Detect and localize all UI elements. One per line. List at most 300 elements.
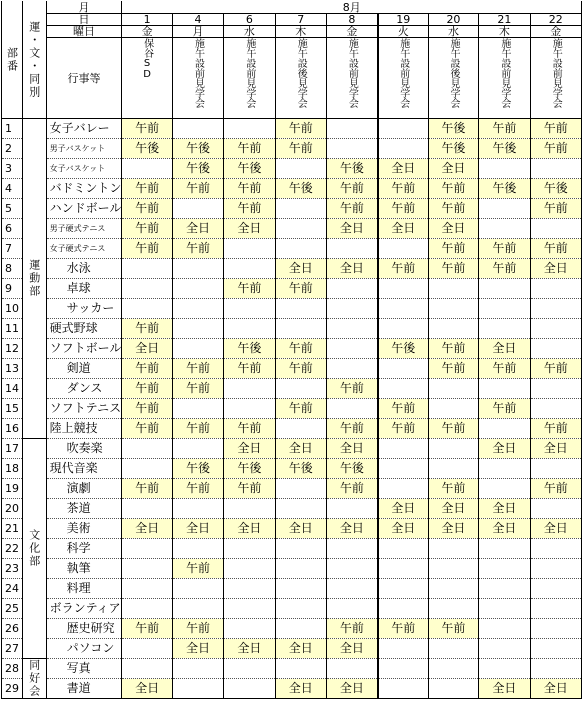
day-header: 6	[224, 14, 275, 26]
table-row	[2, 299, 582, 319]
table-row	[2, 179, 582, 199]
schedule-cell	[224, 659, 275, 679]
event-header: 施午設前見学会	[224, 38, 275, 119]
schedule-cell	[122, 579, 172, 599]
schedule-cell: 全日	[428, 219, 478, 239]
dept-number: 20	[2, 499, 23, 519]
table-row	[2, 199, 582, 219]
schedule-cell: 全日	[479, 499, 530, 519]
schedule-cell	[326, 559, 377, 579]
schedule-cell	[172, 319, 223, 339]
schedule-cell: 午後	[428, 139, 478, 159]
schedule-cell: 午前	[530, 359, 581, 379]
schedule-cell	[378, 559, 428, 579]
day-header: 7	[275, 14, 326, 26]
schedule-cell	[378, 599, 428, 619]
dept-number: 8	[2, 259, 23, 279]
schedule-cell: 午後	[479, 139, 530, 159]
schedule-cell: 午前	[224, 479, 275, 499]
schedule-cell	[378, 659, 428, 679]
schedule-cell	[479, 559, 530, 579]
schedule-cell: 午前	[378, 199, 428, 219]
schedule-cell	[378, 319, 428, 339]
schedule-cell	[479, 479, 530, 499]
table-row	[2, 259, 582, 279]
schedule-table	[1, 1, 582, 699]
dept-number: 1	[2, 119, 23, 139]
club-name: 女子硬式テニス	[46, 239, 122, 259]
dept-number: 16	[2, 419, 23, 439]
schedule-cell	[224, 679, 275, 699]
schedule-cell: 午前	[530, 239, 581, 259]
schedule-cell	[172, 279, 223, 299]
schedule-cell	[378, 479, 428, 499]
schedule-cell	[378, 679, 428, 699]
event-header: 施午設前見学会	[479, 38, 530, 119]
schedule-cell: 全日	[326, 439, 377, 459]
club-name: 料理	[46, 579, 122, 599]
dept-number: 23	[2, 559, 23, 579]
schedule-cell	[172, 579, 223, 599]
schedule-cell	[479, 279, 530, 299]
club-name: バドミントン	[46, 179, 122, 199]
schedule-cell: 午前	[172, 559, 223, 579]
schedule-cell: 午前	[122, 319, 172, 339]
table-row	[2, 159, 582, 179]
event-header: 施午設前見学会	[172, 38, 223, 119]
schedule-cell	[224, 319, 275, 339]
schedule-cell	[275, 219, 326, 239]
schedule-cell	[428, 379, 478, 399]
schedule-cell	[326, 499, 377, 519]
schedule-cell: 全日	[326, 259, 377, 279]
table-row	[2, 459, 582, 479]
schedule-cell	[479, 619, 530, 639]
schedule-cell: 全日	[530, 679, 581, 699]
schedule-cell: 午前	[275, 359, 326, 379]
dept-number: 11	[2, 319, 23, 339]
schedule-cell	[326, 659, 377, 679]
schedule-cell: 午前	[172, 239, 223, 259]
schedule-cell	[326, 599, 377, 619]
schedule-cell	[530, 219, 581, 239]
schedule-cell: 午前	[172, 379, 223, 399]
schedule-cell	[326, 339, 377, 359]
club-name: 陸上競技	[46, 419, 122, 439]
schedule-cell	[378, 639, 428, 659]
dept-number: 22	[2, 539, 23, 559]
schedule-cell	[378, 359, 428, 379]
dept-number: 3	[2, 159, 23, 179]
schedule-cell	[275, 319, 326, 339]
schedule-cell	[428, 599, 478, 619]
schedule-cell: 午前	[428, 179, 478, 199]
schedule-cell: 午前	[122, 239, 172, 259]
club-name: 現代音楽	[46, 459, 122, 479]
schedule-cell: 午後	[172, 459, 223, 479]
group-label: 同好会	[22, 659, 46, 699]
table-row	[2, 339, 582, 359]
schedule-cell: 全日	[172, 519, 223, 539]
schedule-cell	[479, 599, 530, 619]
schedule-cell	[275, 499, 326, 519]
day-header: 22	[530, 14, 581, 26]
schedule-cell	[378, 279, 428, 299]
schedule-cell: 全日	[224, 439, 275, 459]
dept-number: 27	[2, 639, 23, 659]
schedule-cell	[479, 219, 530, 239]
schedule-cell: 午前	[122, 619, 172, 639]
schedule-cell: 午後	[122, 139, 172, 159]
schedule-cell: 午前	[326, 619, 377, 639]
schedule-cell	[224, 299, 275, 319]
dept-number: 26	[2, 619, 23, 639]
schedule-cell	[224, 619, 275, 639]
schedule-cell	[275, 659, 326, 679]
schedule-cell	[326, 399, 377, 419]
schedule-cell: 午後	[275, 179, 326, 199]
schedule-cell	[122, 279, 172, 299]
club-name: ハンドボール	[46, 199, 122, 219]
schedule-cell: 全日	[275, 439, 326, 459]
schedule-cell	[479, 159, 530, 179]
schedule-cell: 午前	[530, 479, 581, 499]
day-header: 21	[479, 14, 530, 26]
club-name: 女子バレー	[46, 119, 122, 139]
weekday-header: 月	[172, 26, 223, 38]
day-header: 20	[428, 14, 478, 26]
schedule-cell: 全日	[224, 519, 275, 539]
schedule-cell: 午前	[172, 179, 223, 199]
schedule-cell	[275, 379, 326, 399]
schedule-cell: 午前	[122, 219, 172, 239]
schedule-cell: 午前	[172, 359, 223, 379]
schedule-cell: 午前	[428, 619, 478, 639]
schedule-cell: 午前	[428, 199, 478, 219]
schedule-cell: 午前	[428, 239, 478, 259]
schedule-cell	[326, 119, 377, 139]
schedule-cell: 午前	[326, 199, 377, 219]
schedule-cell: 午前	[275, 339, 326, 359]
schedule-cell: 全日	[172, 219, 223, 239]
schedule-cell: 午前	[326, 179, 377, 199]
weekday-header: 木	[275, 26, 326, 38]
schedule-cell: 全日	[275, 519, 326, 539]
schedule-cell	[326, 359, 377, 379]
event-label: 行事等	[46, 38, 122, 119]
schedule-cell	[122, 159, 172, 179]
schedule-cell: 午前	[172, 479, 223, 499]
schedule-cell	[428, 299, 478, 319]
schedule-cell	[224, 559, 275, 579]
dept-number: 28	[2, 659, 23, 679]
schedule-cell	[530, 379, 581, 399]
schedule-cell: 午前	[479, 359, 530, 379]
table-row	[2, 559, 582, 579]
schedule-cell: 午前	[224, 139, 275, 159]
day-header: 1	[122, 14, 172, 26]
schedule-cell	[479, 419, 530, 439]
schedule-cell	[479, 299, 530, 319]
schedule-cell: 午前	[428, 359, 478, 379]
schedule-cell: 全日	[224, 639, 275, 659]
table-row	[2, 139, 582, 159]
schedule-cell: 午後	[224, 459, 275, 479]
schedule-cell: 全日	[326, 219, 377, 239]
schedule-cell: 午後	[326, 459, 377, 479]
schedule-cell: 午前	[428, 479, 478, 499]
schedule-cell: 午前	[275, 279, 326, 299]
table-row	[2, 399, 582, 419]
schedule-cell	[326, 299, 377, 319]
schedule-cell: 全日	[530, 439, 581, 459]
dept-number: 2	[2, 139, 23, 159]
table-row	[2, 319, 582, 339]
schedule-cell	[530, 619, 581, 639]
schedule-cell	[378, 579, 428, 599]
schedule-cell	[530, 299, 581, 319]
schedule-cell	[530, 659, 581, 679]
schedule-cell	[530, 599, 581, 619]
schedule-cell: 午前	[122, 199, 172, 219]
schedule-cell: 午前	[479, 399, 530, 419]
table-row	[2, 419, 582, 439]
table-row	[2, 439, 582, 459]
dept-number: 6	[2, 219, 23, 239]
schedule-cell	[326, 279, 377, 299]
schedule-cell: 午前	[530, 139, 581, 159]
schedule-cell	[172, 339, 223, 359]
schedule-cell	[428, 659, 478, 679]
schedule-cell	[172, 439, 223, 459]
club-name: 女子バスケット	[46, 159, 122, 179]
schedule-cell: 午前	[122, 119, 172, 139]
club-name: 水泳	[46, 259, 122, 279]
schedule-cell	[172, 499, 223, 519]
schedule-cell	[479, 659, 530, 679]
schedule-cell: 全日	[479, 439, 530, 459]
table-row	[2, 379, 582, 399]
schedule-cell	[428, 639, 478, 659]
schedule-cell: 全日	[326, 519, 377, 539]
schedule-cell	[172, 399, 223, 419]
club-name: 美術	[46, 519, 122, 539]
dept-number: 14	[2, 379, 23, 399]
month-value: 8月	[122, 1, 582, 14]
schedule-cell	[378, 139, 428, 159]
schedule-cell	[479, 639, 530, 659]
schedule-cell	[428, 579, 478, 599]
schedule-cell	[122, 439, 172, 459]
weekday-header: 水	[224, 26, 275, 38]
schedule-cell	[530, 339, 581, 359]
schedule-cell	[275, 479, 326, 499]
schedule-cell	[275, 419, 326, 439]
schedule-cell: 午前	[172, 419, 223, 439]
schedule-cell	[275, 299, 326, 319]
schedule-cell: 午後	[530, 179, 581, 199]
table-row	[2, 279, 582, 299]
dept-number: 21	[2, 519, 23, 539]
weekday-header: 水	[428, 26, 478, 38]
table-row	[2, 639, 582, 659]
schedule-cell	[172, 199, 223, 219]
schedule-cell: 全日	[530, 259, 581, 279]
schedule-cell	[122, 299, 172, 319]
schedule-cell	[275, 559, 326, 579]
weekday-header: 木	[479, 26, 530, 38]
table-row	[2, 479, 582, 499]
schedule-cell	[326, 239, 377, 259]
dept-number: 7	[2, 239, 23, 259]
schedule-cell	[172, 659, 223, 679]
schedule-cell: 午後	[326, 159, 377, 179]
schedule-cell: 午前	[122, 179, 172, 199]
schedule-cell: 午前	[326, 479, 377, 499]
schedule-cell: 全日	[428, 519, 478, 539]
schedule-cell	[428, 459, 478, 479]
schedule-cell: 全日	[275, 639, 326, 659]
schedule-cell: 午前	[378, 399, 428, 419]
schedule-cell	[378, 539, 428, 559]
schedule-cell	[275, 619, 326, 639]
schedule-cell: 午前	[479, 239, 530, 259]
dept-number: 25	[2, 599, 23, 619]
schedule-cell: 午前	[428, 259, 478, 279]
schedule-cell: 全日	[479, 339, 530, 359]
club-name: ソフトテニス	[46, 399, 122, 419]
schedule-cell	[122, 639, 172, 659]
day-header: 8	[326, 14, 377, 26]
dept-number: 29	[2, 679, 23, 699]
schedule-cell	[530, 399, 581, 419]
schedule-cell: 午前	[224, 199, 275, 219]
schedule-cell	[275, 199, 326, 219]
weekday-label: 曜日	[46, 26, 122, 38]
club-name: 演劇	[46, 479, 122, 499]
dept-number: 5	[2, 199, 23, 219]
schedule-cell	[479, 319, 530, 339]
schedule-cell: 午後	[479, 179, 530, 199]
club-name: 剣道	[46, 359, 122, 379]
schedule-cell	[172, 679, 223, 699]
club-name: 書道	[46, 679, 122, 699]
schedule-cell	[275, 239, 326, 259]
schedule-cell: 全日	[378, 499, 428, 519]
schedule-cell: 全日	[378, 159, 428, 179]
schedule-cell: 全日	[326, 639, 377, 659]
schedule-cell: 全日	[172, 639, 223, 659]
dept-number: 10	[2, 299, 23, 319]
schedule-cell	[275, 579, 326, 599]
group-label: 文化部	[22, 439, 46, 659]
event-header: 施午設前見学会	[326, 38, 377, 119]
schedule-cell: 全日	[428, 159, 478, 179]
schedule-cell	[530, 159, 581, 179]
schedule-cell	[224, 259, 275, 279]
schedule-cell: 午前	[428, 419, 478, 439]
schedule-cell	[224, 239, 275, 259]
schedule-cell: 午後	[275, 459, 326, 479]
dept-number-header: 部番	[2, 1, 23, 119]
month-label: 月	[46, 1, 122, 14]
schedule-cell: 午前	[275, 139, 326, 159]
schedule-cell	[224, 379, 275, 399]
schedule-cell	[428, 559, 478, 579]
schedule-cell: 午後	[224, 159, 275, 179]
schedule-cell	[275, 159, 326, 179]
schedule-cell: 全日	[224, 219, 275, 239]
schedule-cell: 午前	[122, 359, 172, 379]
schedule-cell	[122, 459, 172, 479]
club-name: 茶道	[46, 499, 122, 519]
schedule-cell	[378, 459, 428, 479]
schedule-cell: 午後	[224, 339, 275, 359]
dept-number: 13	[2, 359, 23, 379]
schedule-cell	[326, 539, 377, 559]
schedule-cell	[378, 379, 428, 399]
weekday-header: 金	[530, 26, 581, 38]
schedule-cell: 全日	[275, 259, 326, 279]
schedule-cell	[326, 579, 377, 599]
schedule-cell	[428, 439, 478, 459]
schedule-cell: 午前	[378, 179, 428, 199]
schedule-cell	[224, 539, 275, 559]
table-row	[2, 599, 582, 619]
event-header: 施午設前見学会	[378, 38, 428, 119]
schedule-cell: 午前	[224, 419, 275, 439]
schedule-cell: 全日	[275, 679, 326, 699]
schedule-cell: 午前	[378, 419, 428, 439]
schedule-cell	[479, 579, 530, 599]
dept-number: 12	[2, 339, 23, 359]
schedule-cell: 午後	[428, 119, 478, 139]
club-name: 写真	[46, 659, 122, 679]
schedule-cell: 午前	[378, 259, 428, 279]
schedule-cell	[530, 559, 581, 579]
schedule-cell	[378, 439, 428, 459]
schedule-cell	[428, 279, 478, 299]
schedule-cell: 午前	[122, 479, 172, 499]
schedule-cell	[479, 199, 530, 219]
schedule-cell: 午後	[172, 159, 223, 179]
day-header: 19	[378, 14, 428, 26]
schedule-cell: 全日	[378, 519, 428, 539]
schedule-cell	[479, 459, 530, 479]
schedule-cell	[172, 299, 223, 319]
schedule-cell: 全日	[378, 219, 428, 239]
table-row	[2, 539, 582, 559]
table-row	[2, 219, 582, 239]
schedule-cell: 午前	[479, 259, 530, 279]
schedule-cell	[122, 499, 172, 519]
schedule-cell	[224, 579, 275, 599]
schedule-cell	[530, 279, 581, 299]
dept-number: 19	[2, 479, 23, 499]
dept-number: 9	[2, 279, 23, 299]
day-header: 4	[172, 14, 223, 26]
schedule-cell	[530, 319, 581, 339]
schedule-cell: 午前	[326, 419, 377, 439]
schedule-cell: 全日	[479, 519, 530, 539]
event-header: 施午設前見学会	[530, 38, 581, 119]
schedule-cell	[275, 599, 326, 619]
schedule-cell	[428, 539, 478, 559]
schedule-cell	[122, 599, 172, 619]
schedule-cell	[479, 379, 530, 399]
dept-number: 4	[2, 179, 23, 199]
schedule-cell: 午前	[479, 119, 530, 139]
